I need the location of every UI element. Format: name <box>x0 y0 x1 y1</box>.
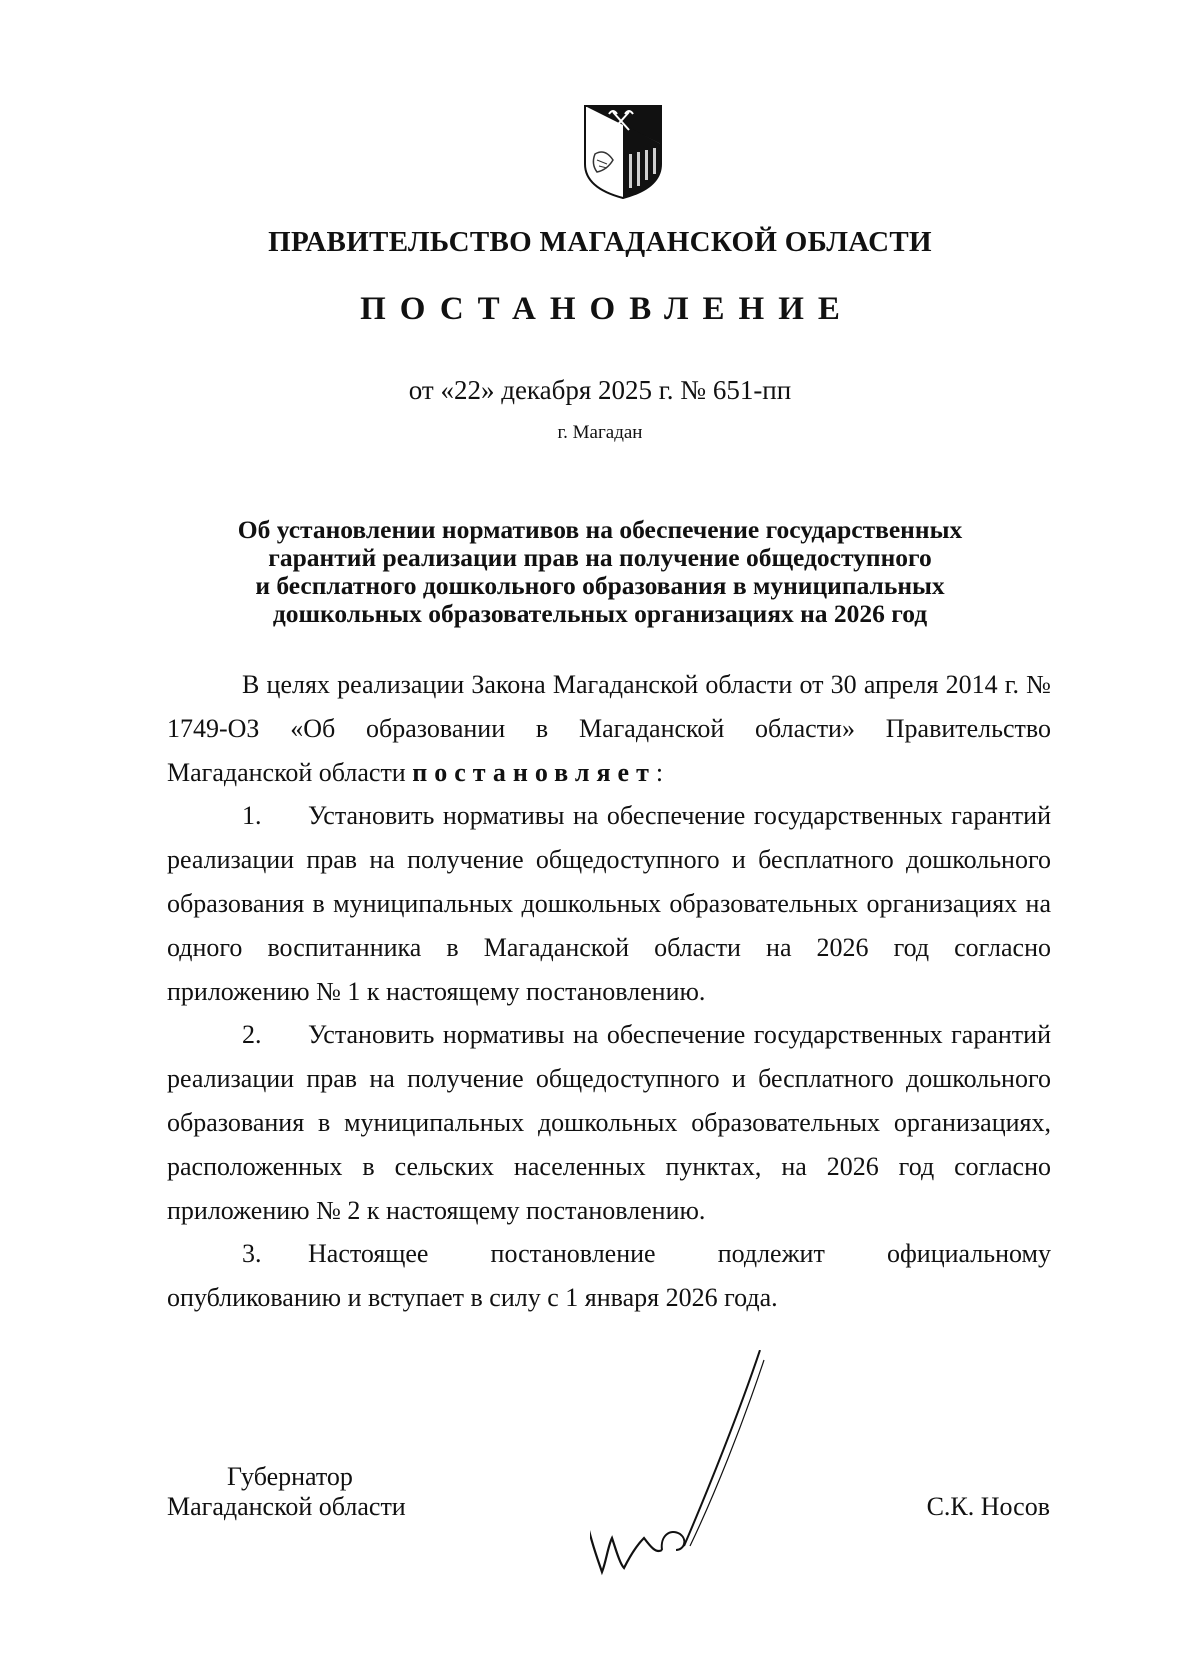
resolves-word: постановляет <box>412 757 656 787</box>
preamble-colon: : <box>655 757 664 787</box>
clause-paragraph <box>167 1232 1051 1320</box>
document-subject <box>150 516 1050 628</box>
clause-text: Настоящее постановление подлежит официальному опубликованию и вступает в силу с 1 января 2026 года. <box>167 1239 1051 1313</box>
clause-text: Установить нормативы на обеспечение государственных гарантий реализации прав на получение общедоступного и бесплатного дошкольного образования в муниципальных дошкольных образовательных организациях на одного воспитанника в Магаданской области на 2026 год согласно приложению № 1 к настоящему постановлению. <box>167 801 1051 1006</box>
subject-line: гарантий реализации прав на получение общедоступного <box>268 543 932 572</box>
organization-title: ПРАВИТЕЛЬСТВО МАГАДАНСКОЙ ОБЛАСТИ <box>268 226 932 258</box>
city-line: г. Магадан <box>557 422 643 443</box>
signatory-position <box>167 1462 406 1522</box>
subject-line: и бесплатного дошкольного образования в муниципальных <box>255 571 945 600</box>
signatory-name: С.К. Носов <box>926 1492 1050 1521</box>
handwritten-signature <box>590 1350 790 1590</box>
document-body <box>167 663 1051 1320</box>
subject-line: дошкольных образовательных организациях на 2026 год <box>272 599 928 628</box>
clause-text: Установить нормативы на обеспечение государственных гарантий реализации прав на получение общедоступного и бесплатного дошкольного образования в муниципальных дошкольных образовательных организациях, расположенных в сельских населенных пунктах, на 2026 год согласно приложению № 2 к настоящему постановлению. <box>167 1020 1051 1225</box>
date-and-number: от «22» декабря 2025 г. № 651-пп <box>408 375 792 405</box>
coat-of-arms-emblem <box>583 104 663 200</box>
preamble-text: В целях реализации Закона Магаданской области от 30 апреля 2014 г. № 1749-ОЗ «Об образовании в Магаданской области» Правительство Магаданской области <box>167 670 1051 787</box>
position-line: Магаданской области <box>167 1492 406 1521</box>
position-line: Губернатор <box>227 1462 353 1491</box>
clause-number: 2. <box>242 1020 262 1050</box>
clause-paragraph <box>167 794 1051 1013</box>
clause-number: 1. <box>242 801 262 831</box>
clause-paragraph <box>167 1013 1051 1232</box>
subject-line: Об установлении нормативов на обеспечение государственных <box>237 515 963 544</box>
preamble-paragraph <box>167 663 1051 794</box>
clause-number: 3. <box>242 1239 262 1269</box>
document-type-title: ПОСТАНОВЛЕНИЕ <box>360 291 854 327</box>
